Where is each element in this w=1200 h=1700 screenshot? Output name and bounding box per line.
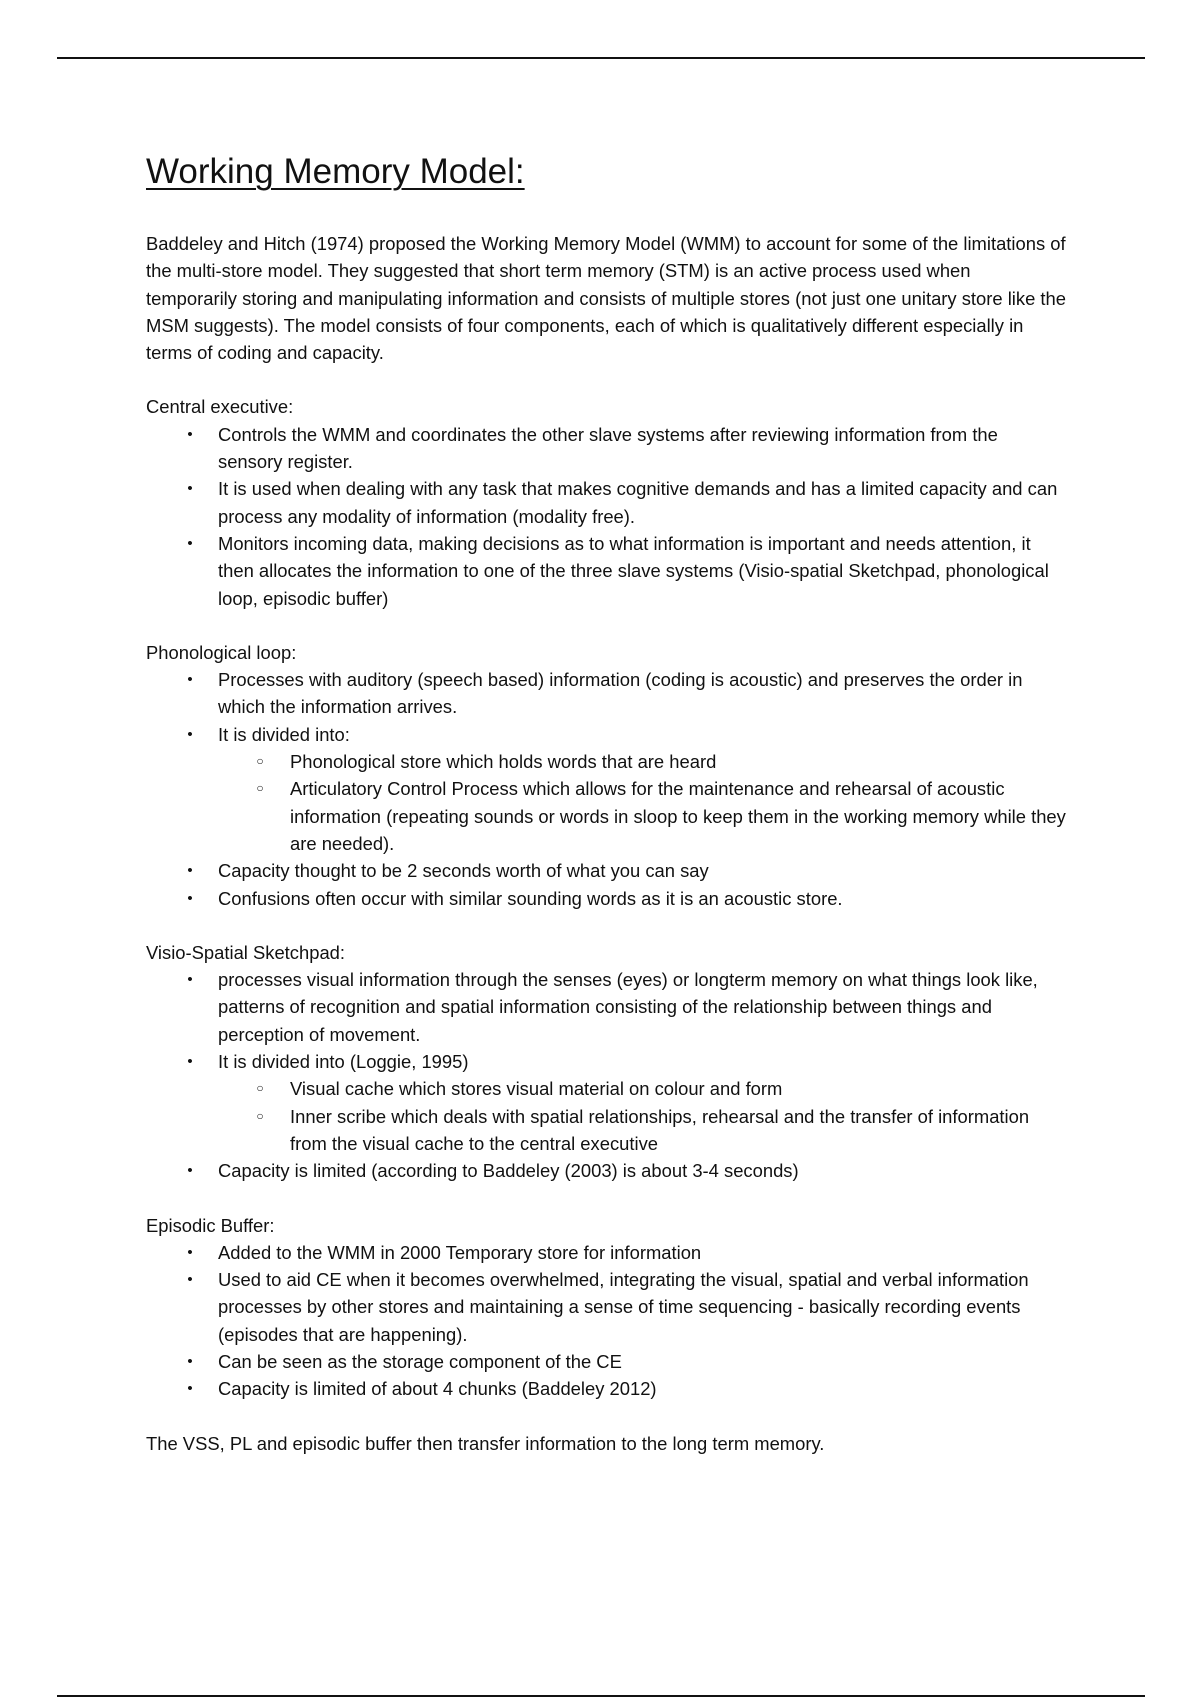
footer-rule	[57, 1695, 1145, 1697]
circle-bullet-icon: ○	[256, 754, 264, 769]
sub-list-item	[218, 1103, 1066, 1158]
list-item-text: Controls the WMM and coordinates the other slave systems after reviewing information from the sensory register.	[218, 423, 998, 473]
list-item-text: It is divided into:	[218, 723, 350, 745]
bullet-icon: •	[187, 480, 193, 498]
circle-bullet-icon: ○	[256, 1081, 264, 1096]
bullet-icon: •	[187, 1243, 193, 1261]
bullet-icon: •	[187, 971, 193, 989]
sub-list-item	[218, 775, 1066, 857]
bullet-icon: •	[187, 1053, 193, 1071]
sub-list-item-text: Articulatory Control Process which allows for the maintenance and rehearsal of acoustic information (repeating sounds or words in sloop to keep them in the working memory while they are needed).	[290, 778, 1066, 854]
list-item	[146, 530, 1066, 612]
sub-bullet-list	[218, 1075, 1066, 1157]
sub-list-item	[218, 1075, 1066, 1102]
list-item	[146, 1239, 1066, 1266]
section-episodic-buffer	[146, 1212, 1066, 1403]
bullet-icon: •	[187, 534, 193, 552]
bullet-icon: •	[187, 1352, 193, 1370]
circle-bullet-icon: ○	[256, 781, 264, 796]
list-item	[146, 666, 1066, 721]
sub-list-item	[218, 748, 1066, 775]
bullet-icon: •	[187, 1271, 193, 1289]
list-item	[146, 1375, 1066, 1402]
bullet-icon: •	[187, 671, 193, 689]
list-item-text: Monitors incoming data, making decisions as to what information is important and needs attention, it then allocates the information to one of the three slave systems (Visio-spatial Sketchpad, phonological loop, episodic buffer)	[218, 532, 1049, 609]
list-item-text: Capacity is limited of about 4 chunks (Baddeley 2012)	[218, 1378, 657, 1400]
sub-list-item-text: Inner scribe which deals with spatial relationships, rehearsal and the transfer of information from the visual cache to the central executive	[290, 1105, 1030, 1154]
circle-bullet-icon: ○	[256, 1108, 264, 1123]
sub-list-item-text: Phonological store which holds words that are heard	[290, 751, 717, 773]
bullet-icon: •	[187, 1162, 193, 1180]
list-item	[146, 421, 1066, 476]
list-item	[146, 1266, 1066, 1348]
list-item-text: Can be seen as the storage component of the CE	[218, 1350, 622, 1372]
list-item	[146, 721, 1066, 857]
list-item-text: Capacity thought to be 2 seconds worth of what you can say	[218, 860, 709, 882]
bullet-list	[146, 421, 1066, 612]
list-item-text: Added to the WMM in 2000 Temporary store for information	[218, 1241, 702, 1263]
section-heading: Central executive:	[146, 396, 294, 418]
list-item-text: It is divided into (Loggie, 1995)	[218, 1051, 469, 1073]
bullet-icon: •	[187, 862, 193, 880]
bullet-icon: •	[187, 889, 193, 907]
list-item	[146, 475, 1066, 530]
list-item	[146, 966, 1066, 1048]
sub-bullet-list	[218, 748, 1066, 857]
list-item-text: Used to aid CE when it becomes overwhelmed, integrating the visual, spatial and verbal information processes by other stores and maintaining a sense of time sequencing - basically recording events (episodes that are happening).	[218, 1269, 1029, 1345]
section-heading: Phonological loop:	[146, 641, 297, 663]
bullet-icon: •	[187, 425, 193, 443]
bullet-icon: •	[187, 1380, 193, 1398]
section-central-executive	[146, 393, 1066, 611]
list-item-text: Capacity is limited (according to Baddeley (2003) is about 3-4 seconds)	[218, 1160, 799, 1182]
bullet-list	[146, 966, 1066, 1184]
list-item-text: processes visual information through the senses (eyes) or longterm memory on what things look like, patterns of recognition and spatial information consisting of the relationship between things and perception of movement.	[218, 969, 1038, 1045]
intro-paragraph: Baddeley and Hitch (1974) proposed the Working Memory Model (WMM) to account for some of the limitations of the multi-store model. They suggested that short term memory (STM) is an active process used when temporarily storing and manipulating information and consists of multiple stores (not just one unitary store like the MSM suggests). The model consists of four components, each of which is qualitatively different especially in terms of coding and capacity.	[146, 233, 1066, 364]
bullet-icon: •	[187, 725, 193, 743]
list-item	[146, 857, 1066, 884]
list-item-text: It is used when dealing with any task that makes cognitive demands and has a limited capacity and can process any modality of information (modality free).	[218, 478, 1058, 527]
header-rule	[57, 57, 1145, 59]
list-item	[146, 1157, 1066, 1184]
section-heading: Episodic Buffer:	[146, 1214, 275, 1236]
list-item-text: Confusions often occur with similar sounding words as it is an acoustic store.	[218, 887, 843, 909]
sub-list-item-text: Visual cache which stores visual material on colour and form	[290, 1078, 783, 1100]
document-title: Working Memory Model:	[146, 152, 525, 191]
section-visio-spatial-sketchpad	[146, 939, 1066, 1185]
bullet-list	[146, 666, 1066, 912]
bullet-list	[146, 1239, 1066, 1403]
list-item	[146, 1048, 1066, 1157]
section-heading: Visio-Spatial Sketchpad:	[146, 941, 346, 963]
section-phonological-loop	[146, 639, 1066, 912]
list-item-text: Processes with auditory (speech based) information (coding is acoustic) and preserves the order in which the information arrives.	[218, 669, 1023, 718]
list-item	[146, 1348, 1066, 1375]
conclusion-paragraph: The VSS, PL and episodic buffer then transfer information to the long term memory.	[146, 1432, 825, 1454]
document-body	[146, 150, 1066, 1484]
list-item	[146, 885, 1066, 912]
